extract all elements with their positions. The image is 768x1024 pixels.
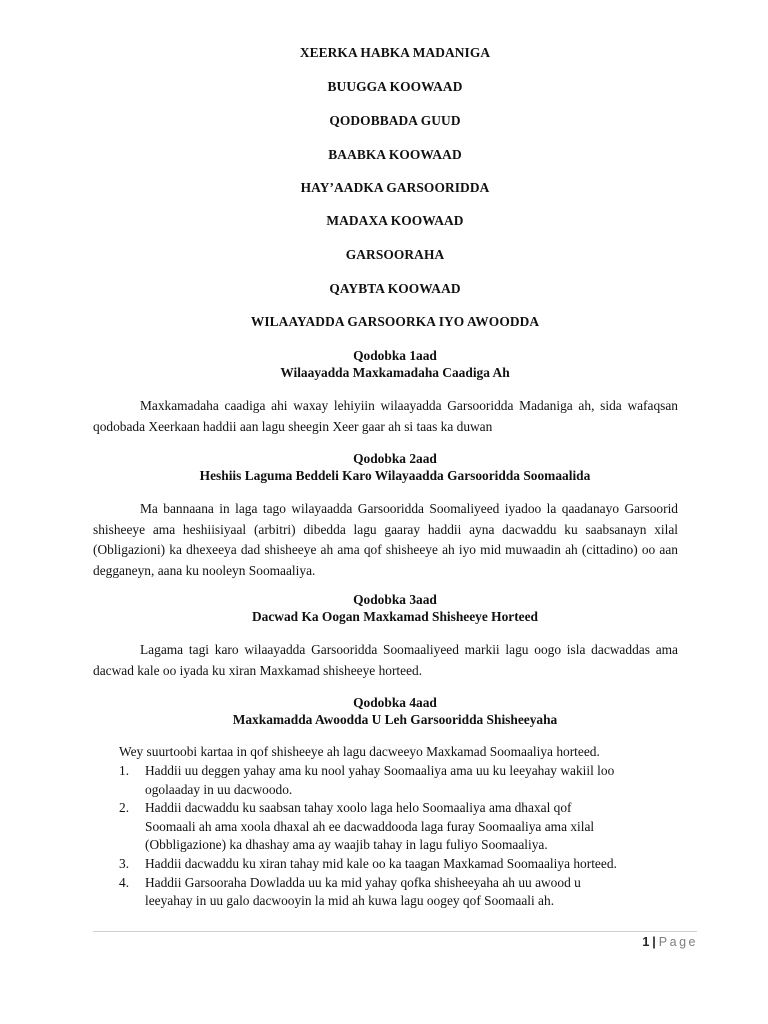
list-item-number: 4. bbox=[119, 874, 130, 890]
article-2-number: Qodobka 2aad bbox=[353, 451, 437, 466]
judicial-bodies-title: HAY’AADKA GARSOORIDDA bbox=[300, 180, 490, 195]
list-item: 4. Haddii Garsooraha Dowladda uu ka mid yahay qofka shisheeyaha ah uu awood u leeyahay in uu galo dacwooyin la mid ah kuwa lagu oogey qof Soomaali ah. bbox=[119, 874, 581, 909]
article-1-heading: Wilaayadda Maxkamadaha Caadiga Ah bbox=[280, 365, 510, 380]
list-item: 1. Haddii uu deggen yahay ama ku nool yahay Soomaaliya ama uu ku leeyahay wakiil loo ogolaaday in uu dacwoodo. bbox=[119, 763, 615, 797]
article-4-number: Qodobka 4aad bbox=[353, 695, 437, 710]
page-number: 1 bbox=[642, 935, 650, 949]
footer-separator: | bbox=[652, 935, 656, 949]
list-item: 3. Haddii dacwaddu ku xiran tahay mid kale oo ka taagan Maxkamad Soomaaliya horteed. bbox=[119, 855, 699, 874]
article-4-heading: Maxkamadda Awoodda U Leh Garsooridda Shisheeyaha bbox=[232, 712, 558, 727]
list-item-number: 3. bbox=[119, 855, 130, 871]
page-label: Page bbox=[658, 935, 698, 949]
jurisdiction-title: WILAAYADDA GARSOORKA IYO AWOODDA bbox=[250, 314, 540, 329]
head-title: MADAXA KOOWAAD bbox=[326, 213, 464, 228]
article-3-heading: Dacwad Ka Oogan Maxkamad Shisheeye Horteed bbox=[251, 609, 539, 624]
chapter-title: BAABKA KOOWAAD bbox=[328, 147, 462, 162]
article-1-text: Maxkamadaha caadiga ahi waxay lehiyiin wilaayadda Garsooridda Madaniga ah, sida wafaqsan qodobada Xeerkaan haddii aan lagu sheegin Xeer gaar ah si taas ka duwan bbox=[93, 398, 678, 434]
list-item: 2. Haddii dacwaddu ku saabsan tahay xoolo laga helo Soomaaliya ama dhaxal qof Soomaali ah ama xoola dhaxal ah ee dacwaddooda laga furay Soomaaliya ama xilal (Obbligazione) ka dhashay ama ay waajib tahay in lagu fuliyo Soomaaliya. bbox=[119, 800, 595, 853]
code-title: XEERKA HABKA MADANIGA bbox=[299, 45, 491, 60]
footer-divider bbox=[93, 931, 697, 932]
article-1-number: Qodobka 1aad bbox=[353, 348, 437, 363]
article-4-intro: Wey suurtoobi kartaa in qof shisheeye ah lagu dacweeyo Maxkamad Soomaaliya horteed. bbox=[119, 744, 600, 759]
article-3-number: Qodobka 3aad bbox=[353, 592, 437, 607]
article-3-text: Lagama tagi karo wilaayadda Garsooridda Soomaaliyeed markii lagu oogo isla dacwaddas ama dacwad kale oo iyada ku xiran Maxkamad shisheeye horteed. bbox=[93, 642, 678, 678]
page-footer bbox=[642, 935, 698, 949]
list-item-number: 1. bbox=[119, 763, 130, 778]
article-2-text: Ma bannaana in laga tago wilayaadda Garsooridda Soomaliyeed iyadoo la qaadanayo Garsoorid shisheeye ama heshiisiyaal (arbitri) dibedda lagu gaaray haddii ayna dacwaddu ku saabsanayn xilal (Obligazioni) ka dhexeeya dad shisheeye ah ama qof shisheeye ah iyo mid muwaadin ah (cittadino) oo aan degganeyn, aana ku nooleyn Soomaaliya. bbox=[93, 501, 678, 578]
article-4-list bbox=[119, 762, 699, 911]
article-2-heading: Heshiis Laguma Beddeli Karo Wilayaadda Garsooridda Soomaalida bbox=[199, 468, 591, 483]
book-title: BUUGGA KOOWAAD bbox=[327, 79, 463, 94]
list-item-number: 2. bbox=[119, 800, 130, 816]
judge-title: GARSOORAHA bbox=[345, 247, 445, 262]
section-title: QAYBTA KOOWAAD bbox=[329, 281, 461, 296]
general-provisions-title: QODOBBADA GUUD bbox=[329, 113, 461, 128]
